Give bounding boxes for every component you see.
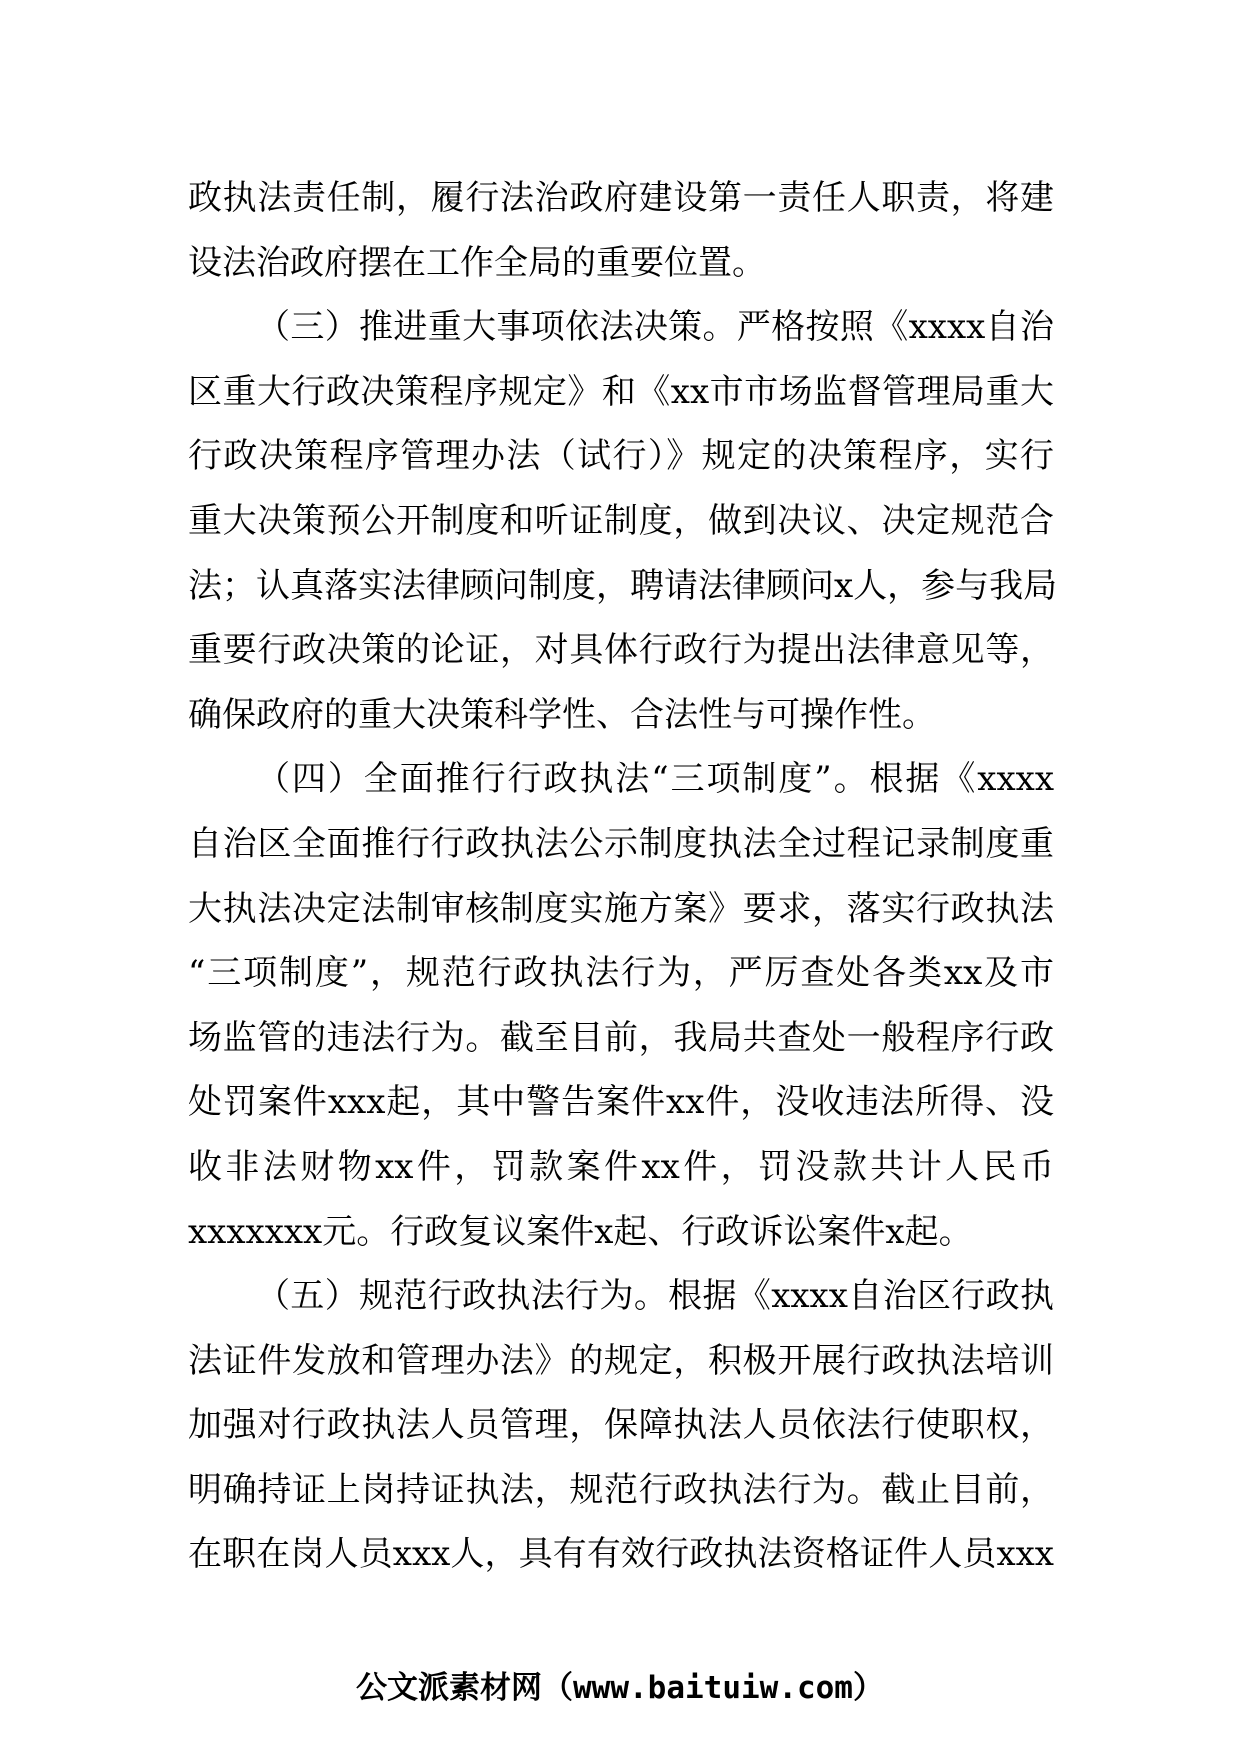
text-line: 行政决策程序管理办法（试行）》规定的决策程序，实行	[188, 436, 1054, 477]
text-line: 确保政府的重大决策科学性、合法性与可操作性。	[188, 694, 936, 735]
text-line: 处罚案件xxx起，其中警告案件xx件，没收违法所得、没	[188, 1082, 1054, 1123]
text-line: 法证件发放和管理办法》的规定，积极开展行政执法培训	[188, 1340, 1054, 1381]
text-line: 政执法责任制，履行法治政府建设第一责任人职责，将建	[188, 178, 1054, 218]
text-line: 自治区全面推行行政执法公示制度执法全过程记录制度重	[188, 823, 1054, 864]
text-line: 区重大行政决策程序规定》和《xx市市场监督管理局重大	[188, 371, 1054, 412]
document-body	[188, 166, 1058, 1587]
section-heading-line: （四）全面推行行政执法“三项制度”。根据《xxxx	[256, 759, 1054, 800]
text-line: 重大决策预公开制度和听证制度，做到决议、决定规范合	[188, 500, 1054, 541]
text-line: 加强对行政执法人员管理，保障执法人员依法行使职权，	[188, 1405, 1054, 1446]
footer-watermark: 公文派素材网（www.baituiw.com）	[356, 1670, 884, 1706]
text-line: 收非法财物xx件，罚款案件xx件，罚没款共计人民币	[188, 1146, 1054, 1187]
text-line: 在职在岗人员xxx人，具有有效行政执法资格证件人员xxx	[188, 1534, 1054, 1575]
text-line: 设法治政府摆在工作全局的重要位置。	[188, 242, 766, 283]
text-line: xxxxxxx元。行政复议案件x起、行政诉讼案件x起。	[188, 1211, 973, 1252]
text-line: 重要行政决策的论证，对具体行政行为提出法律意见等，	[188, 630, 1054, 671]
text-line: 大执法决定法制审核制度实施方案》要求，落实行政执法	[188, 888, 1054, 929]
text-line: “三项制度”，规范行政执法行为，严厉查处各类xx及市	[188, 953, 1054, 994]
section-heading-line: （三）推进重大事项依法决策。严格按照《xxxx自治	[256, 307, 1054, 348]
text-line: 法；认真落实法律顾问制度，聘请法律顾问x人，参与我局	[188, 565, 1058, 606]
text-line: 场监管的违法行为。截至目前，我局共查处一般程序行政	[188, 1017, 1054, 1058]
section-heading-line: （五）规范行政执法行为。根据《xxxx自治区行政执	[256, 1276, 1054, 1317]
text-line: 明确持证上岗持证执法，规范行政执法行为。截止目前，	[188, 1469, 1054, 1510]
